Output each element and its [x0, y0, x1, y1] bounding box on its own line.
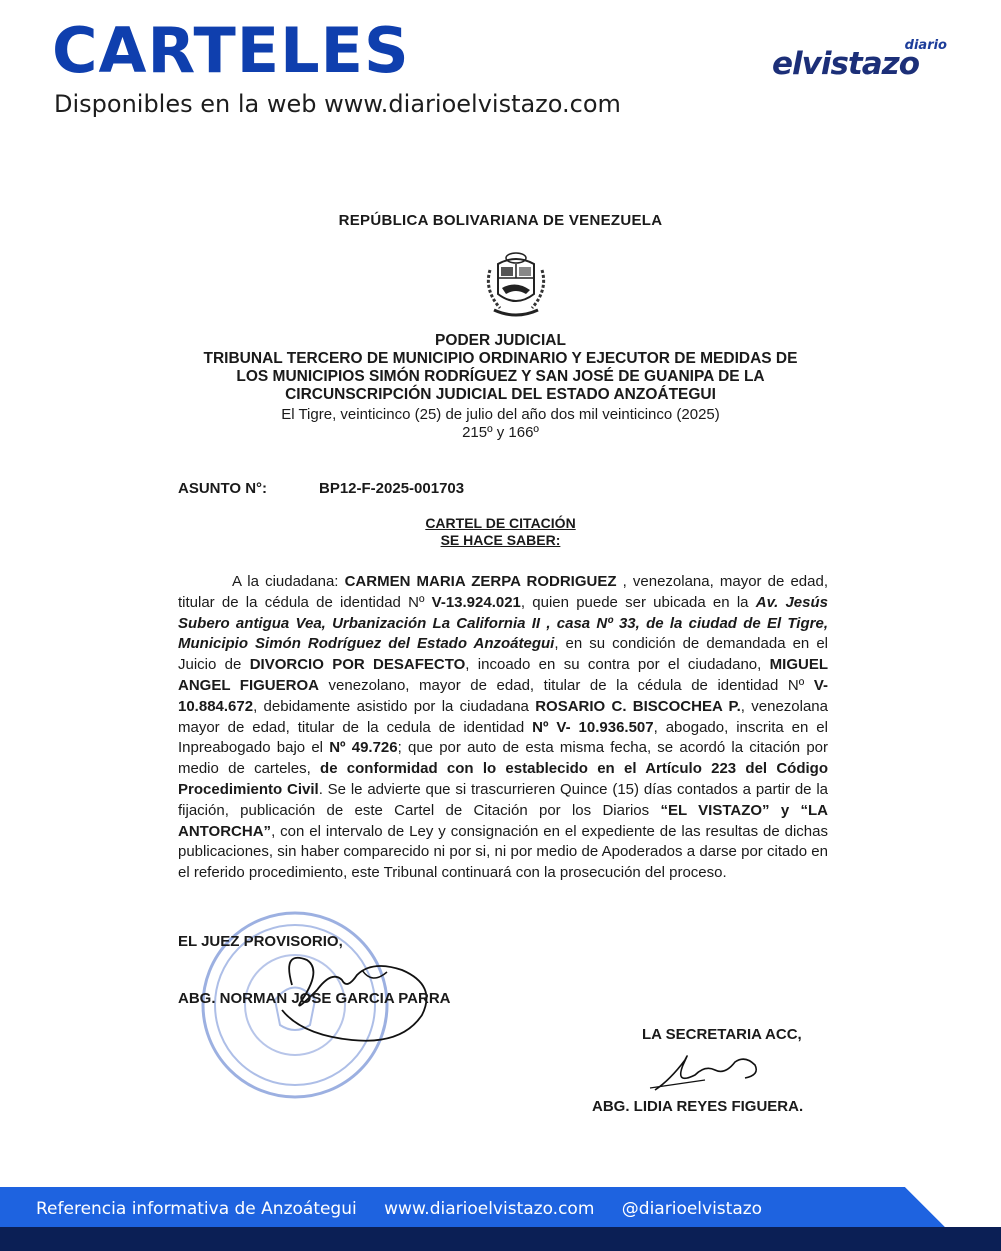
- header-subtitle: Disponibles en la web www.diarioelvistazo.com: [54, 90, 621, 118]
- asunto-value: BP12-F-2025-001703: [319, 480, 465, 497]
- asunto-label: ASUNTO N°:: [178, 480, 268, 497]
- body-text: , en su condición de demandada en el Juicio de: [178, 635, 828, 674]
- juez-label: EL JUEZ PROVISORIO,: [178, 933, 343, 950]
- body-bold: V-13.924.021: [431, 593, 521, 611]
- body-bold: Nº V- 10.936.507: [532, 718, 654, 736]
- tribunal-line: CIRCUNSCRIPCIÓN JUDICIAL DEL ESTADO ANZOÁTEGUI: [285, 386, 716, 403]
- cartel-subtitle: SE HACE SABER:: [440, 532, 561, 548]
- body-text: , abogado, inscrita en el Inpreabogado bajo el: [178, 718, 828, 757]
- logo-main-text: elvistazo: [772, 46, 920, 82]
- body-bold: V-10.884.672: [178, 676, 828, 715]
- body-text: , incoado en su contra por el ciudadano,: [465, 656, 770, 674]
- cartel-heading: [0, 515, 1001, 549]
- body-text: , venezolana mayor de edad, titular de la cedula de identidad: [178, 697, 828, 736]
- judge-name: ABG. NORMAN JOSE GARCIA PARRA: [178, 990, 451, 1007]
- coat-of-arms-icon: [476, 250, 556, 326]
- footer-handle-link[interactable]: @diarioelvistazo: [621, 1199, 763, 1219]
- body-text: A la ciudadana:: [232, 573, 345, 590]
- body-text: , venezolana, mayor de edad, titular de la cédula de identidad Nº: [178, 573, 828, 611]
- logo-small-text: diario: [904, 38, 947, 53]
- footer-text: [36, 1199, 784, 1219]
- republica-heading: REPÚBLICA BOLIVARIANA DE VENEZUELA: [338, 212, 663, 229]
- body-bold: de conformidad con lo establecido en el Artículo 223 del Código Procedimiento Civil: [178, 760, 828, 798]
- body-text: , debidamente asistido por la ciudadana: [253, 697, 536, 715]
- date-block: [0, 406, 1001, 442]
- footer-background: [0, 1187, 1001, 1251]
- footer-bar: [0, 1187, 1001, 1251]
- body-text: . Se le advierte que si trascurrieren Quince (15) días contados a partir de la fijación, publicación de este Cartel de Citación por los Diarios: [178, 780, 828, 819]
- secretary-name: ABG. LIDIA REYES FIGUERA.: [592, 1098, 804, 1115]
- body-text: ; que por auto de esta misma fecha, se acordó la citación por medio de carteles,: [178, 739, 829, 778]
- footer-web-link[interactable]: www.diarioelvistazo.com: [384, 1199, 595, 1219]
- footer-tagline: Referencia informativa de Anzoátegui: [36, 1199, 357, 1219]
- secretary-signature-icon: [645, 1040, 775, 1095]
- secretaria-label: LA SECRETARIA ACC,: [642, 1026, 802, 1043]
- body-bold: Nº 49.726: [329, 739, 398, 757]
- body-bold: “EL VISTAZO” y “LA ANTORCHA”: [178, 801, 828, 840]
- body-text: venezolano, mayor de edad, titular de la cédula de identidad Nº: [318, 676, 814, 694]
- tribunal-heading: [0, 350, 1001, 404]
- citation-paragraph: [178, 572, 828, 884]
- body-bold: DIVORCIO POR DESAFECTO: [249, 656, 466, 674]
- elvistazo-logo[interactable]: [772, 38, 947, 82]
- body-bold-italic: Av. Jesús Subero antigua Vea, Urbanización La California II , casa Nº 33, de la ciudad de El Tigre, Municipio Simón Rodríguez del Estado Anzoátegui: [178, 593, 828, 653]
- body-text: , quien puede ser ubicada en la: [520, 593, 756, 611]
- body-bold: CARMEN MARIA ZERPA RODRIGUEZ: [344, 573, 617, 590]
- years-line: 215º y 166º: [462, 424, 539, 441]
- body-bold: MIGUEL ANGEL FIGUEROA: [178, 656, 828, 694]
- date-line: El Tigre, veinticinco (25) de julio del año dos mil veinticinco (2025): [281, 406, 720, 423]
- cartel-title: CARTEL DE CITACIÓN: [425, 515, 576, 531]
- body-bold: ROSARIO C. BISCOCHEA P.: [535, 697, 741, 715]
- tribunal-line: TRIBUNAL TERCERO DE MUNICIPIO ORDINARIO Y EJECUTOR DE MEDIDAS DE: [203, 350, 798, 367]
- body-text: , con el intervalo de Ley y consignación en el expediente de las resultas de dichas publicaciones, sin haber comparecido ni por si, ni por medio de Apoderados a darse por citado en el referido procedimiento, este Tribunal continuará con la prosecución del proceso.: [178, 822, 828, 882]
- poder-judicial: PODER JUDICIAL: [435, 332, 566, 349]
- tribunal-line: LOS MUNICIPIOS SIMÓN RODRÍGUEZ Y SAN JOSÉ DE GUANIPA DE LA: [236, 368, 765, 385]
- carteles-title: CARTELES: [52, 14, 410, 87]
- citation-body: [178, 572, 828, 884]
